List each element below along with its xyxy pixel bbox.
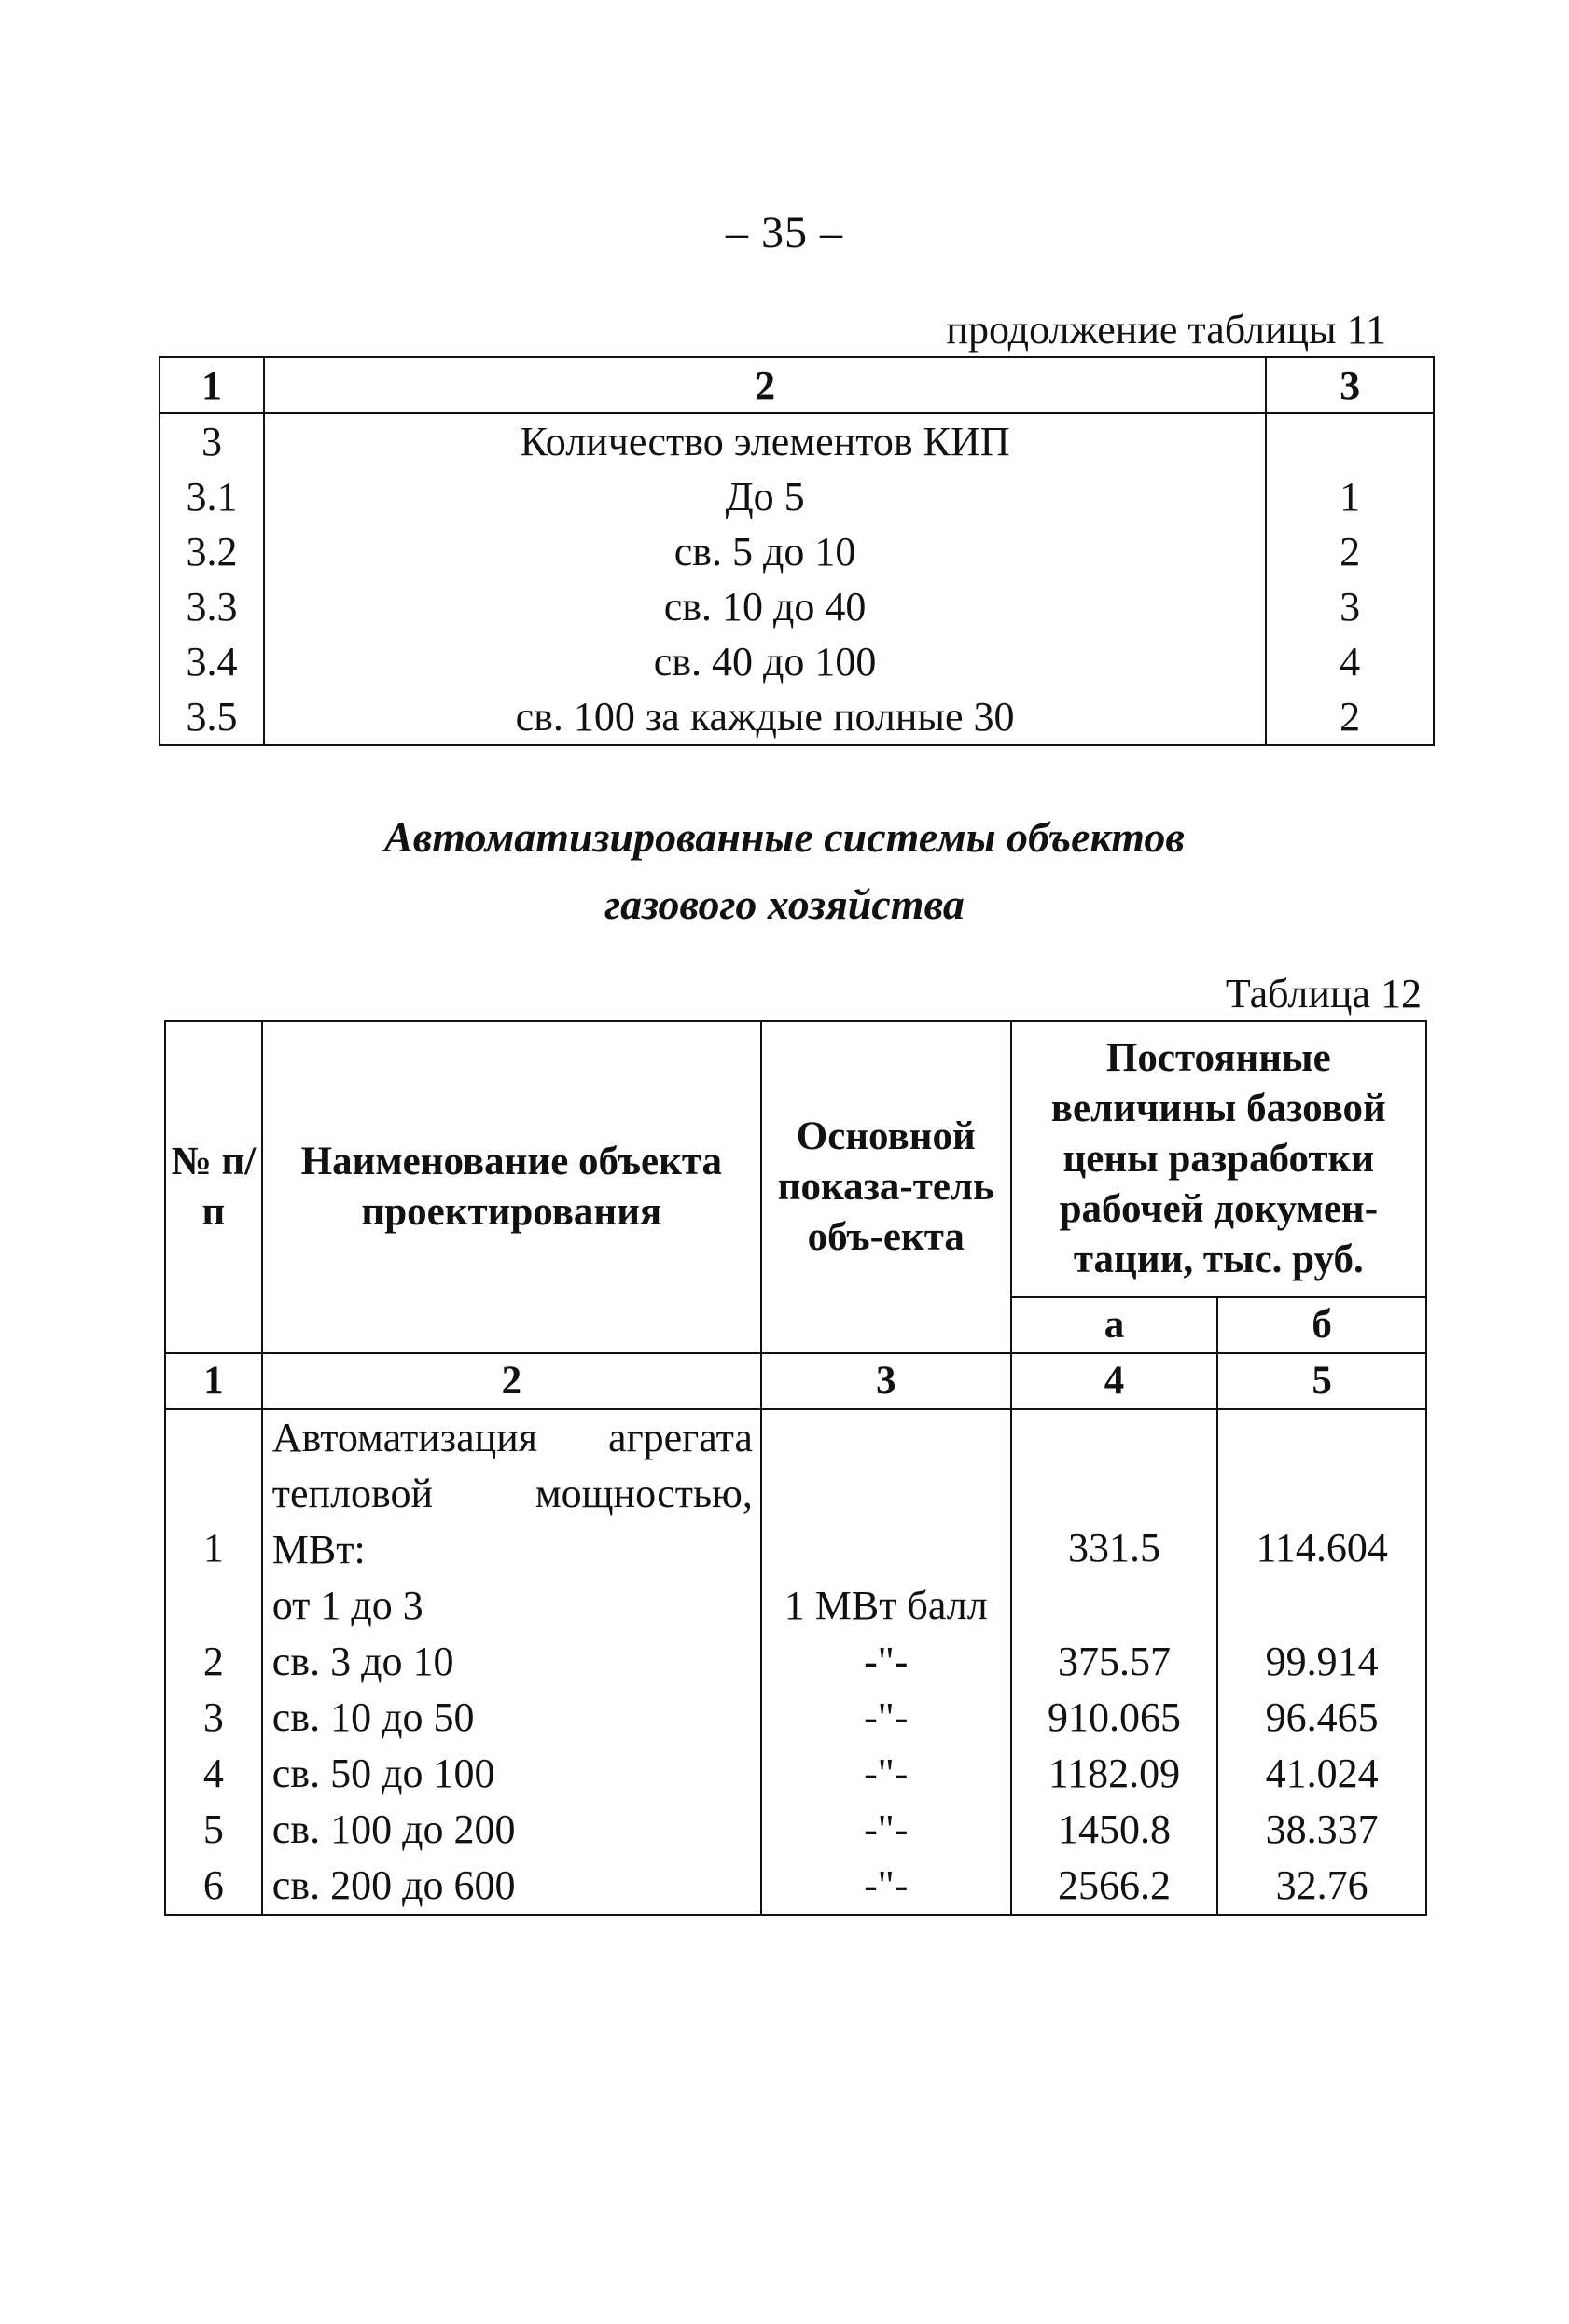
table-row	[165, 1746, 1426, 1802]
row-number: 5	[165, 1802, 262, 1858]
column-number: 4	[1011, 1353, 1218, 1409]
table-row	[165, 1634, 1426, 1690]
row-value-b: 41.024	[1217, 1746, 1426, 1802]
row-description: Количество элементов КИП	[264, 413, 1266, 469]
table-row	[160, 413, 1434, 469]
row-value: 3	[1266, 579, 1434, 634]
table11-header-cell: 1	[160, 357, 264, 413]
table-row	[160, 524, 1434, 579]
row-value-b: 32.76	[1217, 1858, 1426, 1915]
row-number: 3	[160, 413, 264, 469]
row-number: 2	[165, 1634, 262, 1690]
row-unit: 1 МВт балл	[761, 1409, 1011, 1634]
section-heading-line-1: Автоматизированные системы объектов	[384, 813, 1185, 861]
row-value-b: 38.337	[1217, 1802, 1426, 1858]
header-sub-a: а	[1011, 1297, 1218, 1353]
row-object-name: св. 100 до 200	[262, 1802, 761, 1858]
group-title: Автоматизация агрегата тепловой мощностью, МВт:	[271, 1415, 753, 1572]
row-number: 3.5	[160, 689, 264, 745]
header-object-name: Наименование объекта проектирования	[262, 1021, 761, 1353]
row-value-b: 96.465	[1217, 1690, 1426, 1746]
table11-header-row	[160, 357, 1434, 413]
row-value: 1	[1266, 469, 1434, 524]
row-description: До 5	[264, 469, 1266, 524]
row-value-a: 1450.8	[1011, 1802, 1218, 1858]
table-12	[164, 1020, 1427, 1916]
table11-header-cell: 3	[1266, 357, 1434, 413]
row-unit: -"-	[761, 1746, 1011, 1802]
row-value-a: 2566.2	[1011, 1858, 1218, 1915]
row-description: св. 10 до 40	[264, 579, 1266, 634]
row-value-a: 331.5	[1011, 1409, 1218, 1634]
table-row	[165, 1690, 1426, 1746]
table11-header-cell: 2	[264, 357, 1266, 413]
section-heading	[0, 804, 1569, 938]
column-number: 5	[1217, 1353, 1426, 1409]
row-number: 1	[165, 1409, 262, 1634]
row-number: 3	[165, 1690, 262, 1746]
header-sub-b: б	[1217, 1297, 1426, 1353]
row-number: 3.2	[160, 524, 264, 579]
row-number: 4	[165, 1746, 262, 1802]
column-number: 3	[761, 1353, 1011, 1409]
table-row	[160, 469, 1434, 524]
row-value-a: 375.57	[1011, 1634, 1218, 1690]
row-description: св. 40 до 100	[264, 634, 1266, 689]
table12-header-row	[165, 1021, 1426, 1297]
row-description: св. 100 за каждые полные 30	[264, 689, 1266, 745]
row-value-b: 114.604	[1217, 1409, 1426, 1634]
row-number: 3.4	[160, 634, 264, 689]
table12-column-numbers-row	[165, 1353, 1426, 1409]
row-value: 4	[1266, 634, 1434, 689]
table-row	[160, 689, 1434, 745]
row-unit: -"-	[761, 1690, 1011, 1746]
row-unit: -"-	[761, 1802, 1011, 1858]
table-row	[165, 1409, 1426, 1634]
row-object-name	[262, 1409, 761, 1634]
row-number: 3.1	[160, 469, 264, 524]
row-object-name: св. 3 до 10	[262, 1634, 761, 1690]
table12-caption: Таблица 12	[1225, 971, 1422, 1017]
table-row	[160, 579, 1434, 634]
row-range: от 1 до 3	[271, 1583, 423, 1628]
table-row	[165, 1802, 1426, 1858]
row-value: 2	[1266, 524, 1434, 579]
section-heading-line-2: газового хозяйства	[604, 880, 965, 928]
header-main-indicator: Основной показа-тель объ-екта	[761, 1021, 1011, 1353]
row-number: 6	[165, 1858, 262, 1915]
column-number: 2	[262, 1353, 761, 1409]
row-value-a: 1182.09	[1011, 1746, 1218, 1802]
page-number: – 35 –	[726, 208, 843, 257]
row-unit: -"-	[761, 1634, 1011, 1690]
row-object-name: св. 10 до 50	[262, 1690, 761, 1746]
header-row-number: № п/п	[165, 1021, 262, 1353]
row-value: 2	[1266, 689, 1434, 745]
row-value	[1266, 413, 1434, 469]
row-value-b: 99.914	[1217, 1634, 1426, 1690]
row-number: 3.3	[160, 579, 264, 634]
table-11	[159, 356, 1435, 746]
row-unit: -"-	[761, 1858, 1011, 1915]
table-row	[160, 634, 1434, 689]
table-row	[165, 1858, 1426, 1915]
row-object-name: св. 50 до 100	[262, 1746, 761, 1802]
column-number: 1	[165, 1353, 262, 1409]
row-value-a: 910.065	[1011, 1690, 1218, 1746]
row-description: св. 5 до 10	[264, 524, 1266, 579]
table11-continuation-label: продолжение таблицы 11	[946, 307, 1386, 353]
header-base-price: Постоянные величины базовой цены разработки рабочей докумен-тации, тыс. руб.	[1011, 1021, 1426, 1297]
row-object-name: св. 200 до 600	[262, 1858, 761, 1915]
